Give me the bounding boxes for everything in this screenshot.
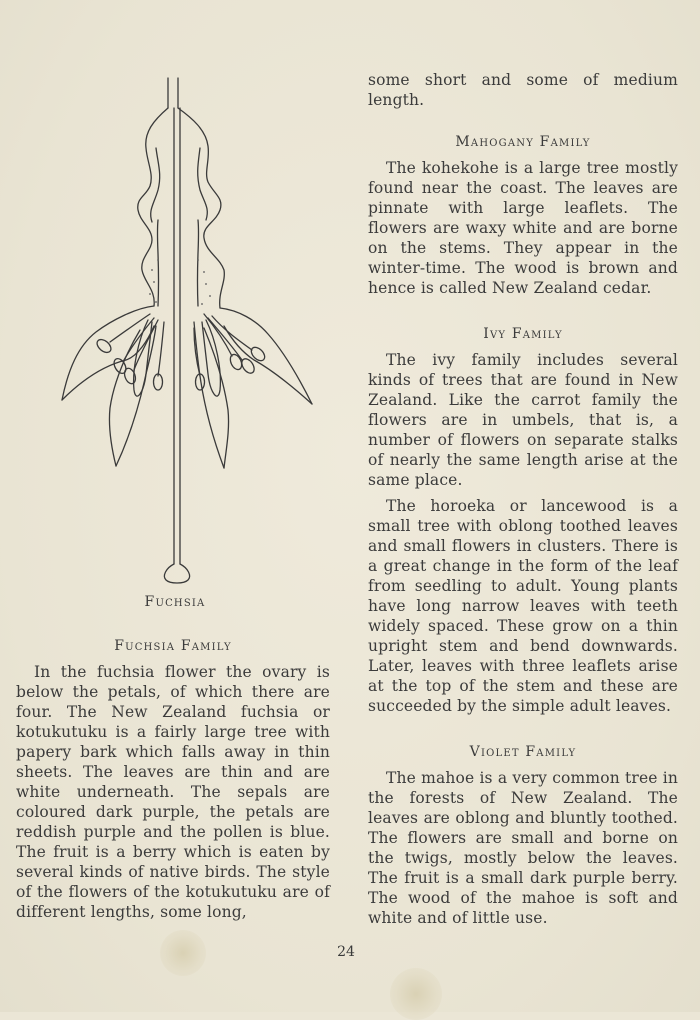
paragraph: The kohekohe is a large tree mostly found near the coast. The leaves are pinnate with large leaflets. The flowers are waxy white and are borne on the stems. They appear in the winter-time. The wood is brown and hence is called New Zealand cedar. bbox=[368, 159, 678, 297]
figure-caption: Fuchsia bbox=[144, 594, 206, 610]
fuchsia-flower-illustration bbox=[28, 70, 328, 590]
paragraph-continuation: some short and some of medium length. bbox=[368, 71, 678, 109]
section-heading-violet: Violet Family bbox=[469, 744, 577, 760]
section-heading-ivy: Ivy Family bbox=[483, 326, 563, 342]
section-heading-mahogany: Mahogany Family bbox=[455, 134, 591, 150]
section-heading-fuchsia: Fuchsia Family bbox=[114, 638, 232, 654]
page-number: 24 bbox=[337, 944, 355, 960]
paragraph: The horoeka or lancewood is a small tree with oblong toothed leaves and small flowers in clusters. There is a great change in the form of the leaf from seedling to adult. Young plants have long narrow leaves with teeth widely spaced. These grow on a thin upright stem and bend downwards. Later, leaves with three leaflets arise at the top of the stem and these are succeeded by the simple adult leaves. bbox=[368, 497, 678, 715]
paragraph: The mahoe is a very common tree in the forests of New Zealand. The leaves are oblong and bluntly toothed. The flowers are small and borne on the twigs, mostly below the leaves. The fruit is a small dark purple berry. The wood of the mahoe is soft and white and of little use. bbox=[368, 769, 678, 927]
right-column bbox=[368, 70, 678, 928]
paragraph: In the fuchsia flower the ovary is below the petals, of which there are four. The New Zealand fuchsia or kotukutuku is a fairly large tree with papery bark which falls away in thin sheets. The leaves are thin and are white underneath. The sepals are coloured dark purple, the petals are reddish purple and the pollen is blue. The fruit is a berry which is eaten by several kinds of native birds. The style of the flowers of the kotukutuku are of different lengths, some long, bbox=[16, 663, 330, 921]
left-column bbox=[16, 636, 330, 922]
page-stain bbox=[390, 968, 442, 1020]
page-stain bbox=[160, 930, 206, 976]
paragraph: The ivy family includes several kinds of trees that are found in New Zealand. Like the carrot family the flowers are in umbels, that is, a number of flowers on separate stalks of nearly the same length arise at the same place. bbox=[368, 351, 678, 489]
